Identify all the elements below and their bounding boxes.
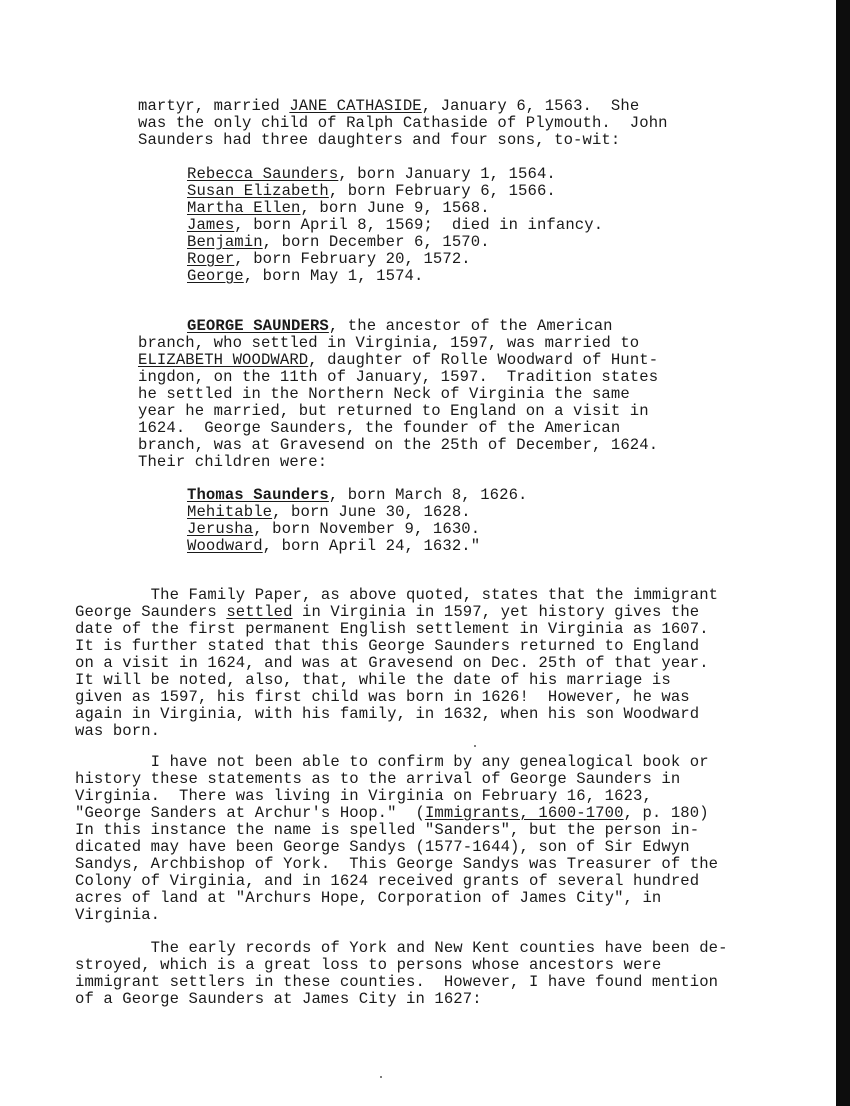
text-line: stroyed, which is a great loss to persons whose ancestors were (75, 956, 662, 974)
child-entry (187, 217, 603, 234)
text-line: It is further stated that this George Saunders returned to England (75, 637, 700, 655)
text-line: ingdon, on the 11th of January, 1597. Tradition states (138, 368, 659, 386)
child-entry (187, 251, 471, 268)
child-birth: , born April 8, 1569; died in infancy. (234, 216, 604, 234)
text-line: Virginia. There was living in Virginia on February 16, 1623, (75, 787, 652, 805)
child-entry (187, 504, 471, 521)
text-line: It will be noted, also, that, while the date of his marriage is (75, 671, 671, 689)
child-birth: , born June 9, 1568. (300, 199, 490, 217)
child-entry (187, 538, 480, 555)
child-name: George (187, 267, 244, 285)
child-name: Jerusha (187, 520, 254, 538)
text-line: dicated may have been George Sandys (1577-1644), son of Sir Edwyn (75, 838, 690, 856)
child-entry (187, 487, 528, 504)
child-birth: , born February 6, 1566. (328, 182, 556, 200)
text-line: history these statements as to the arrival of George Saunders in (75, 770, 681, 788)
scan-speck (474, 745, 476, 747)
child-birth: , born June 30, 1628. (272, 503, 471, 521)
text-line: again in Virginia, with his family, in 1632, when his son Woodward (75, 705, 700, 723)
text-span: "George Sanders at Archur's Hoop." ( (75, 804, 425, 822)
text-line: The Family Paper, as above quoted, states that the immigrant (75, 586, 719, 604)
child-birth: , born March 8, 1626. (328, 486, 528, 504)
text-line: Sandys, Archbishop of York. This George Sandys was Treasurer of the (75, 855, 719, 873)
text-line: The early records of York and New Kent counties have been de- (75, 939, 728, 957)
text-line: 1624. George Saunders, the founder of the American (138, 419, 621, 437)
text-line: on a visit in 1624, and was at Gravesend on Dec. 25th of that year. (75, 654, 709, 672)
text-line: given as 1597, his first child was born in 1626! However, he was (75, 688, 690, 706)
text-line (75, 604, 699, 621)
emphasis-word: settled (226, 603, 293, 621)
child-birth: , born November 9, 1630. (253, 520, 481, 538)
text-line: branch, who settled in Virginia, 1597, was married to (138, 334, 640, 352)
scan-border (836, 0, 850, 1106)
child-name: Benjamin (187, 233, 263, 251)
text-line: Saunders had three daughters and four sons, to-wit: (138, 131, 621, 149)
text-line: immigrant settlers in these counties. However, I have found mention (75, 973, 719, 991)
text-span: , daughter of Rolle Woodward of Hunt- (308, 351, 659, 369)
child-name: Martha Ellen (187, 199, 301, 217)
text-line: acres of land at "Archurs Hope, Corporation of James City", in (75, 889, 662, 907)
child-birth: , born December 6, 1570. (262, 233, 490, 251)
text-span: , p. 180) (623, 804, 709, 822)
child-entry (187, 268, 423, 285)
child-name: Thomas Saunders (187, 486, 329, 504)
book-title: Immigrants, 1600-1700 (424, 804, 624, 822)
child-entry (187, 183, 556, 200)
child-birth: , born February 20, 1572. (234, 250, 471, 268)
spouse-name: ELIZABETH WOODWARD (138, 351, 309, 369)
text-line (138, 98, 639, 115)
text-span: George Saunders (75, 603, 227, 621)
text-span: in Virginia in 1597, yet history gives the (292, 603, 700, 621)
text-span: , January 6, 1563. She (421, 97, 640, 115)
text-line: Their children were: (138, 453, 328, 471)
text-line: was born. (75, 722, 161, 740)
text-line: year he married, but returned to England on a visit in (138, 402, 649, 420)
text-line (75, 805, 709, 822)
text-line (187, 318, 613, 335)
child-birth: , born January 1, 1564. (338, 165, 556, 183)
text-line: Colony of Virginia, and in 1624 received grants of several hundred (75, 872, 700, 890)
child-name: Mehitable (187, 503, 273, 521)
text-line: of a George Saunders at James City in 1627: (75, 990, 482, 1008)
child-birth: , born April 24, 1632." (262, 537, 481, 555)
child-entry (187, 234, 490, 251)
text-line: date of the first permanent English settlement in Virginia as 1607. (75, 620, 709, 638)
text-line: he settled in the Northern Neck of Virginia the same (138, 385, 630, 403)
child-name: Susan Elizabeth (187, 182, 329, 200)
text-span: martyr, married (138, 97, 290, 115)
child-entry (187, 521, 480, 538)
child-entry (187, 200, 490, 217)
child-entry (187, 166, 556, 183)
text-line: branch, was at Gravesend on the 25th of December, 1624. (138, 436, 659, 454)
text-line: Virginia. (75, 906, 161, 924)
child-name: Woodward (187, 537, 263, 555)
child-birth: , born May 1, 1574. (243, 267, 424, 285)
child-name: Rebecca Saunders (187, 165, 339, 183)
text-line: I have not been able to confirm by any genealogical book or (75, 753, 709, 771)
spouse-name: JANE CATHASIDE (289, 97, 422, 115)
scan-speck (380, 1076, 382, 1078)
text-span: , the ancestor of the American (328, 317, 613, 335)
text-line (138, 352, 658, 369)
text-line: was the only child of Ralph Cathaside of Plymouth. John (138, 114, 668, 132)
child-name: Roger (187, 250, 235, 268)
text-line: In this instance the name is spelled "Sanders", but the person in- (75, 821, 700, 839)
child-name: James (187, 216, 235, 234)
ancestor-name: GEORGE SAUNDERS (187, 317, 329, 335)
